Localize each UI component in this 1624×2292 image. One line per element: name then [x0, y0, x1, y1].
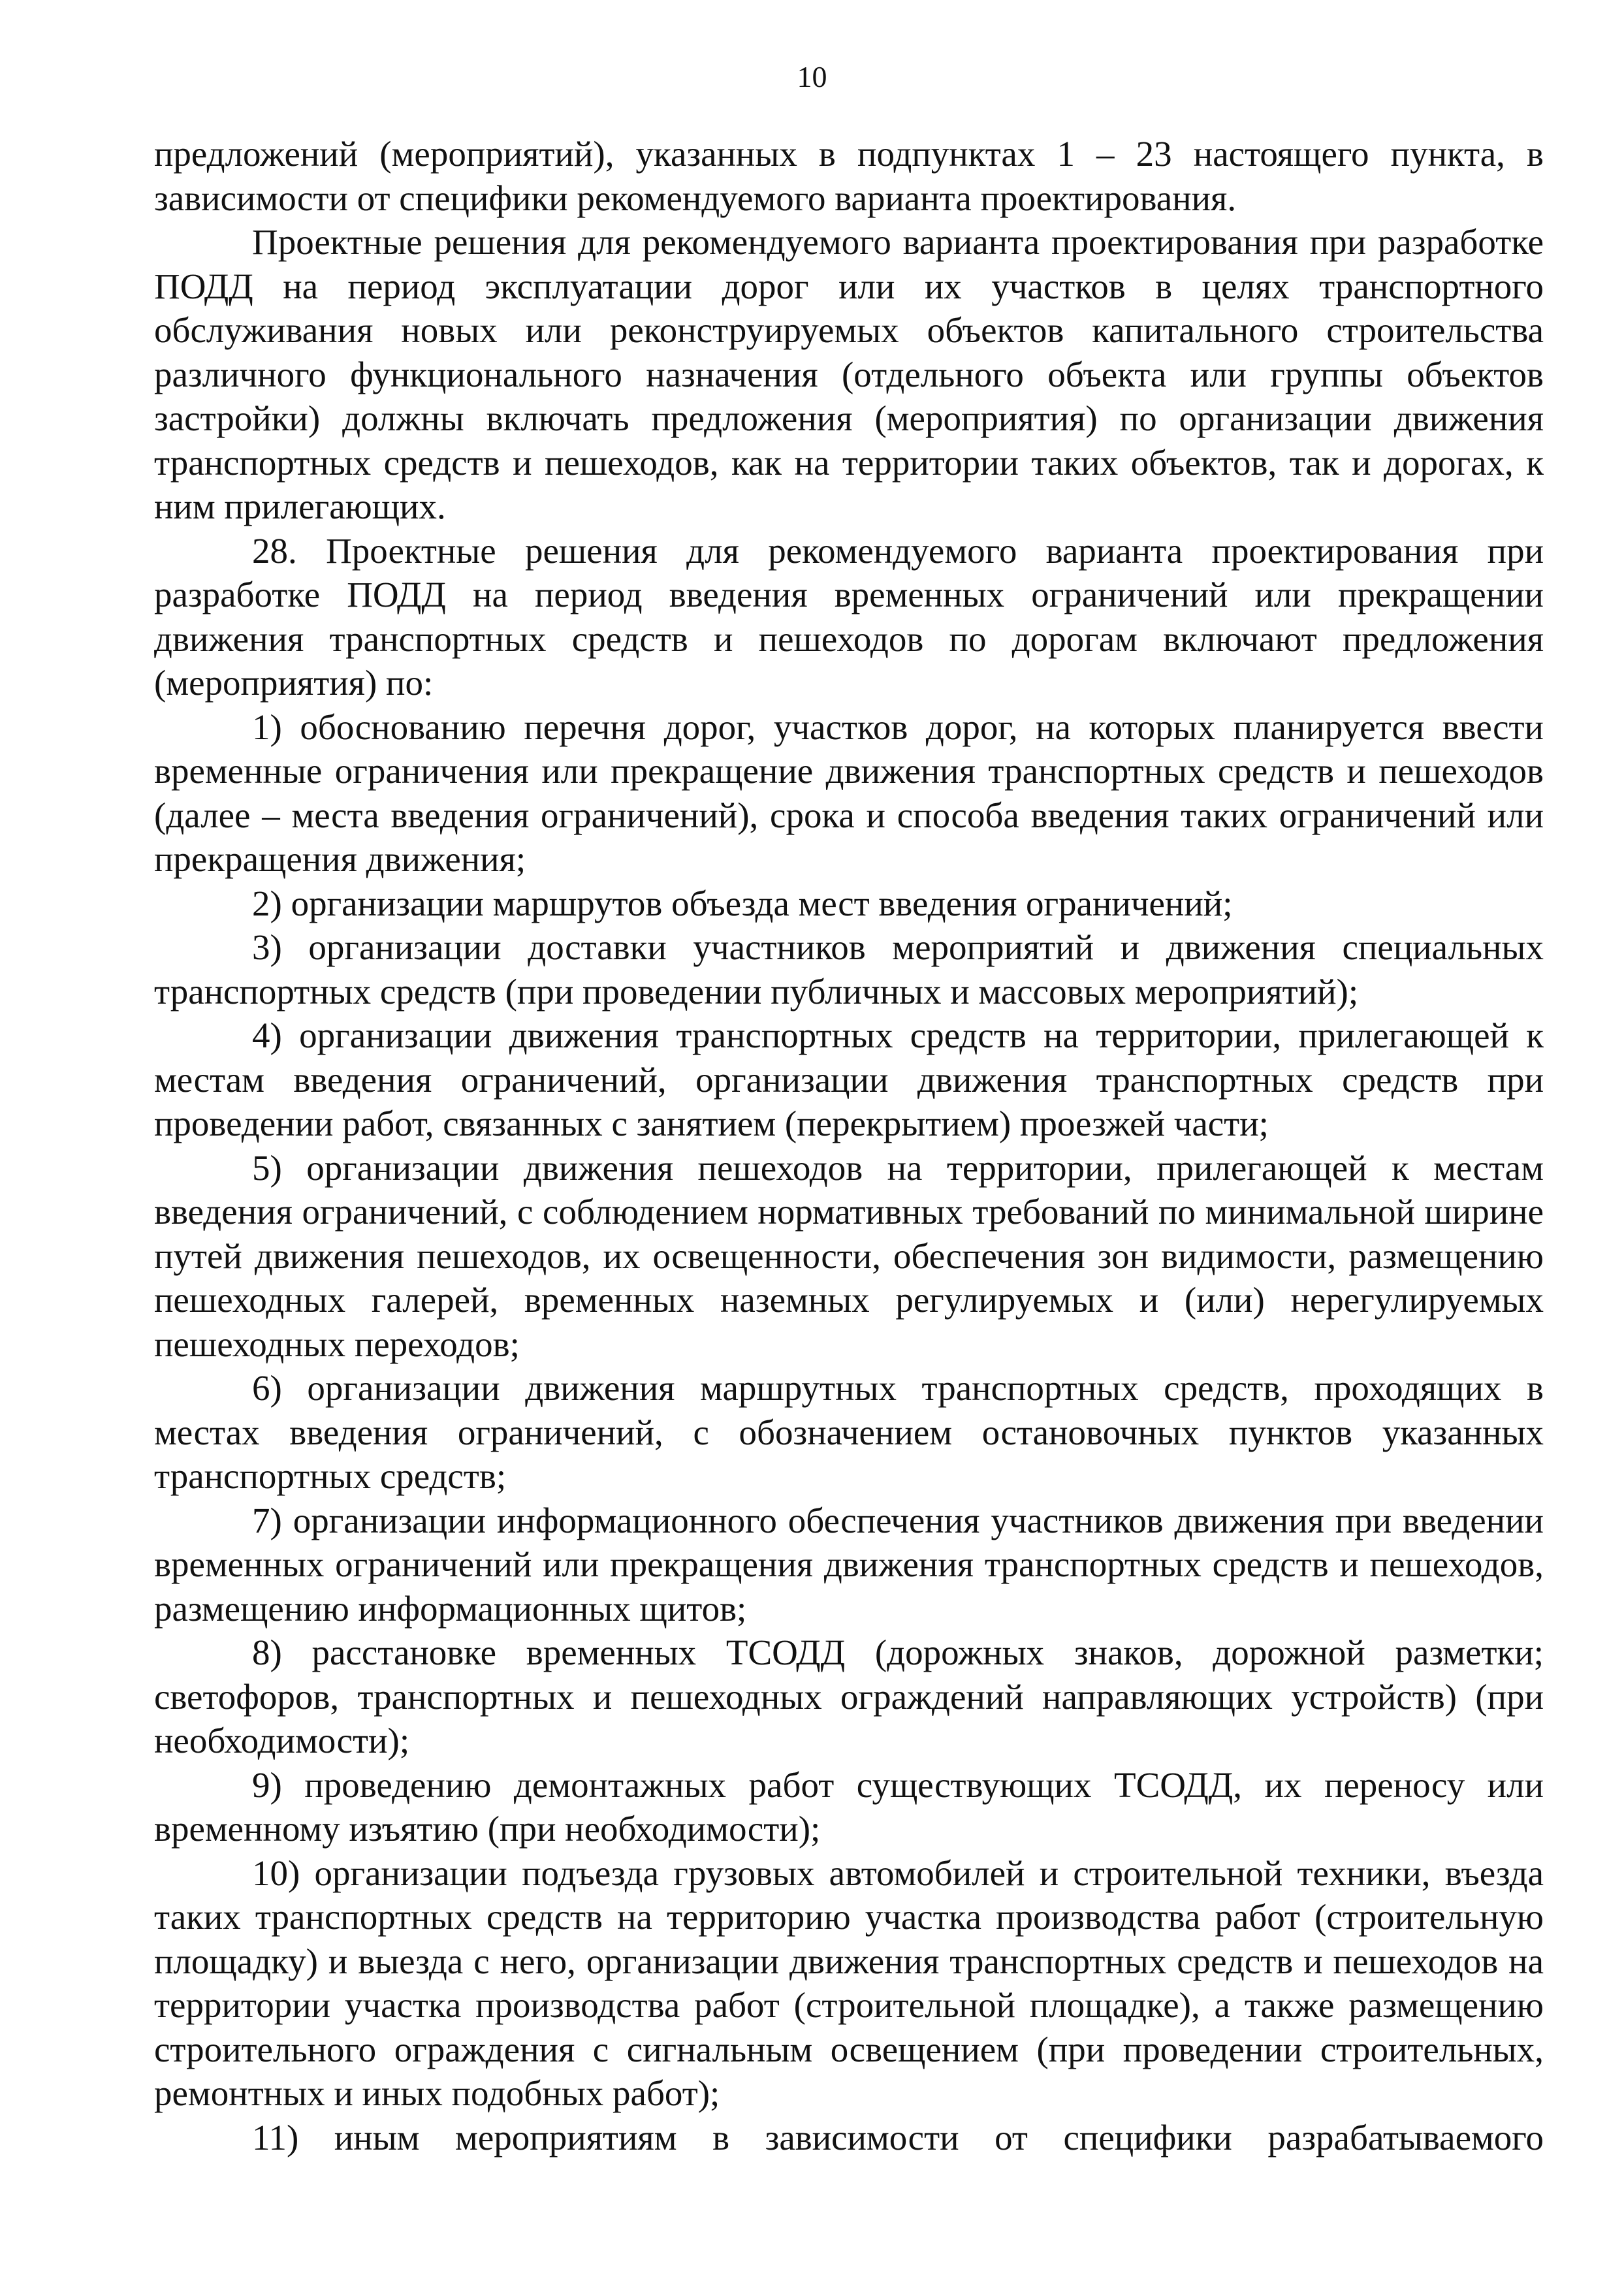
- list-item-5: 5) организации движения пешеходов на территории, прилегающей к местам введения ограничений, с соблюдением нормативных требований по минимальной ширине путей движения пешеходов, их освещенности, обеспечения зон видимости, размещению пешеходных галерей, временных наземных регулируемых и (или) нерегулируемых пешеходных переходов;: [154, 1147, 1544, 1364]
- list-item-8: 8) расстановке временных ТСОДД (дорожных знаков, дорожной разметки; светофоров, транспортных и пешеходных ограждений направляющих устройств) (при необходимости);: [154, 1632, 1544, 1760]
- paragraph-design-solutions: Проектные решения для рекомендуемого варианта проектирования при разработке ПОДД на период эксплуатации дорог или их участков в целях транспортного обслуживания новых или реконструируемых объектов капитального строительства различного функционального назначения (отдельного объекта или группы объектов застройки) должны включать предложения (мероприятия) по организации движения транспортных средств и пешеходов, как на территории таких объектов, так и дорогах, к ним прилегающих.: [154, 222, 1544, 526]
- page-number: 10: [797, 60, 827, 93]
- list-item-2: 2) организации маршрутов объезда мест введения ограничений;: [252, 883, 1233, 923]
- list-item-10: 10) организации подъезда грузовых автомобилей и строительной техники, въезда таких транспортных средств на территорию участка производства работ (строительную площадку) и выезда с него, организации движения транспортных средств и пешеходов на территории участка производства работ (строительной площадке), а также размещению строительного ограждения с сигнальным освещением (при проведении строительных, ремонтных и иных подобных работ);: [154, 1853, 1544, 2113]
- paragraph-continuation: предложений (мероприятий), указанных в подпунктах 1 – 23 настоящего пункта, в зависимости от специфики рекомендуемого варианта проектирования.: [154, 134, 1544, 218]
- list-item-1: 1) обоснованию перечня дорог, участков дорог, на которых планируется ввести временные ограничения или прекращение движения транспортных средств и пешеходов (далее – места введения ограничений), срока и способа введения таких ограничений или прекращения движения;: [154, 707, 1544, 879]
- document-body: [154, 132, 1544, 2159]
- paragraph-item-28: 28. Проектные решения для рекомендуемого варианта проектирования при разработке ПОДД на период введения временных ограничений или прекращении движения транспортных средств и пешеходов по дорогам включают предложения (мероприятия) по:: [154, 530, 1544, 703]
- list-item-3: 3) организации доставки участников мероприятий и движения специальных транспортных средств (при проведении публичных и массовых мероприятий);: [154, 927, 1544, 1011]
- list-item-6: 6) организации движения маршрутных транспортных средств, проходящих в местах введения ограничений, с обозначением остановочных пунктов указанных транспортных средств;: [154, 1368, 1544, 1496]
- list-item-11: 11) иным мероприятиям в зависимости от специфики разрабатываемого: [252, 2117, 1544, 2157]
- list-item-7: 7) организации информационного обеспечения участников движения при введении временных ограничений или прекращения движения транспортных средств и пешеходов, размещению информационных щитов;: [154, 1500, 1544, 1629]
- list-item-4: 4) организации движения транспортных средств на территории, прилегающей к местам введения ограничений, организации движения транспортных средств при проведении работ, связанных с занятием (перекрытием) проезжей части;: [154, 1015, 1544, 1143]
- list-item-9: 9) проведению демонтажных работ существующих ТСОДД, их переносу или временному изъятию (при необходимости);: [154, 1764, 1544, 1849]
